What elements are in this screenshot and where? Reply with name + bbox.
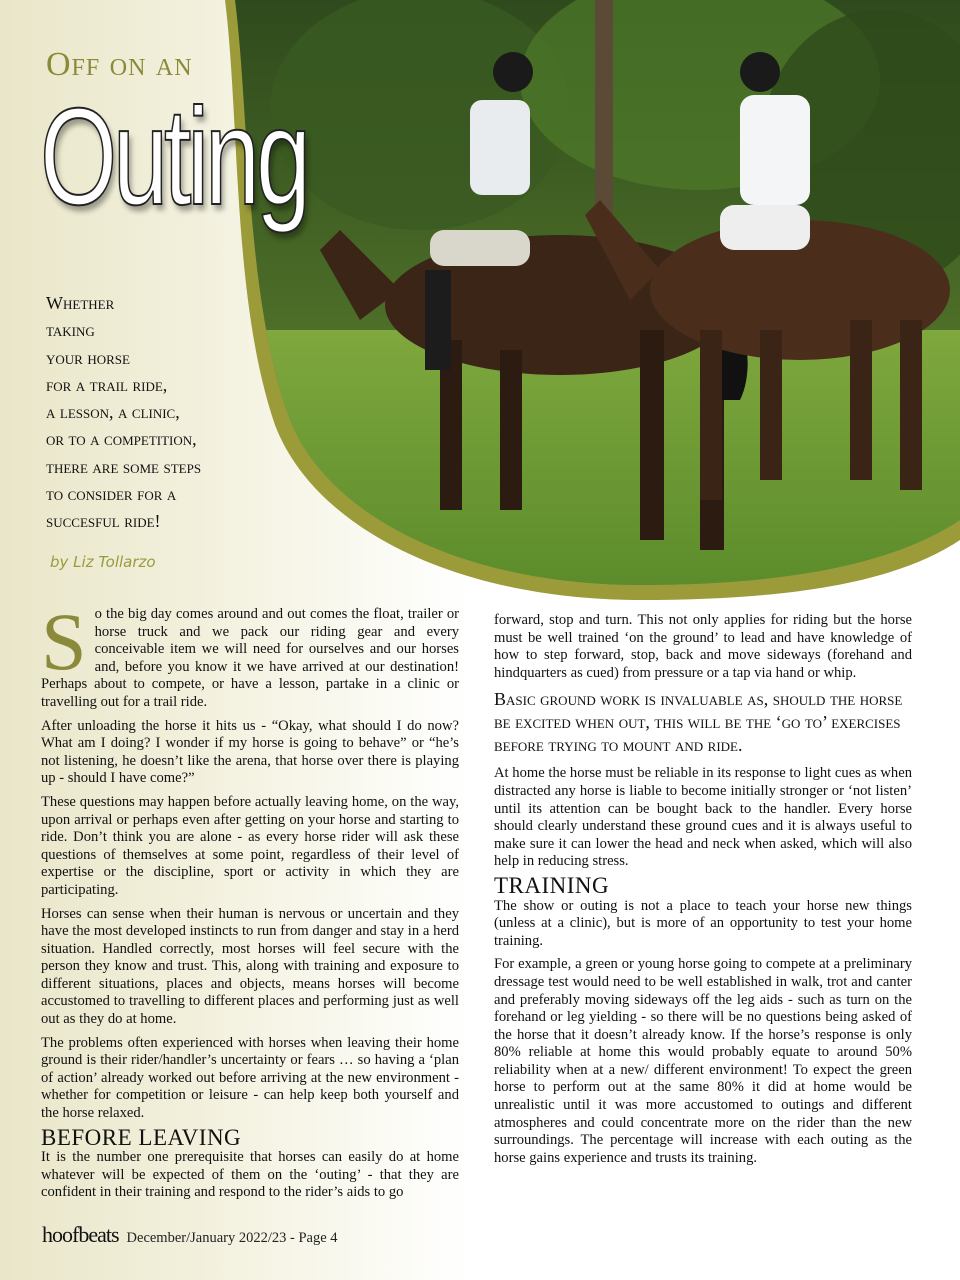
byline: by Liz Tollarzo bbox=[50, 553, 156, 571]
article-paragraph: forward, stop and turn. This not only applies for riding but the horse must be well trained ‘on the ground’ to lead and have knowledge of how to step forward, stop, back and move sideways (forehand and hindquarters as cued) from pressure or a tap via hand or whip. bbox=[494, 612, 912, 681]
title-kicker: Off on an bbox=[46, 46, 193, 83]
intro-line: for a trail ride, bbox=[46, 374, 168, 395]
intro-line: Whether bbox=[46, 293, 115, 313]
pull-quote: Basic ground work is invaluable as, should the horse be excited when out, this will be the ‘go to’ exercises before trying to mount and ride. bbox=[494, 689, 903, 756]
intro-standfirst bbox=[46, 290, 286, 536]
article-paragraph: At home the horse must be reliable in its response to light cues as when distracted any horse is liable to become initially stronger or ‘not listen’ until its attention can be bought back to the handler. Every horse should clearly understand these ground cues and it is always useful to make sure it can lower the head and neck when asked, which will also help in reducing stress. bbox=[494, 765, 912, 870]
page-title: Outing bbox=[40, 80, 307, 234]
article-paragraph: These questions may happen before actually leaving home, on the way, upon arrival or perhaps even after getting on your horse and starting to ride. Don’t think you are alone - as every horse rider will ask these questions of themselves at some point, regardless of their level of expertise or the discipline, sport or activity in which they are participating. bbox=[41, 793, 459, 898]
section-heading-before-leaving: BEFORE LEAVING bbox=[41, 1124, 242, 1150]
article-paragraph: The problems often experienced with horses when leaving their home ground is their rider/handler’s uncertainty or fears … so having a ‘plan of action’ already worked out before arriving at the new environment - whether for competition or leisure - can help keep both yourself and the horse relaxed. bbox=[41, 1034, 459, 1122]
magazine-brand: hoofbeats bbox=[42, 1222, 119, 1247]
intro-line: succesful ride! bbox=[46, 511, 161, 532]
article-paragraph: The show or outing is not a place to teach your horse new things (unless at a clinic), but is more of an opportunity to test your home training. bbox=[494, 897, 912, 949]
article-paragraph: It is the number one prerequisite that horses can easily do at home whatever will be expected of them on the ‘outing’ - that they are confident in their training and respond to the rider’s aids to go bbox=[41, 1149, 459, 1201]
article-column-left bbox=[41, 596, 459, 1208]
article-paragraph: After unloading the horse it hits us - “Okay, what should I do now? What am I doing? I wonder if my horse is going to behave” or “he’s not listening, he doesn’t like the arena, that horse over there is playing up - should I have come?” bbox=[41, 717, 459, 787]
article-paragraph: For example, a green or young horse going to compete at a preliminary dressage test would need to be well established in walk, trot and canter and preferably moving sideways off the leg aids - such as turn on the forehand or leg yielding - so there will be no questions being asked of the horse that it doesn’t already know. If the horse’s response is only 80% reliable at home this would probably equate to around 50% reliability when at a new/ different environment! To expect the green horse to perform out at the same 80% it did at home would be unrealistic until it was more accustomed to outings and different atmospheres and could concentrate more on the rider than the new surroundings. The percentage will increase with each outing as the horse gains experience and trusts its training. bbox=[494, 956, 912, 1166]
intro-line: there are some steps bbox=[46, 456, 202, 477]
intro-line: or to a competition, bbox=[46, 429, 197, 450]
article-paragraph: Horses can sense when their human is nervous or uncertain and they have the most developed instincts to run from danger and stay in a herd situation. Handled correctly, most horses will feel secure with the person they know and trust. This, along with training and exposure to different situations, places and objects, means horses will become accustomed to travelling to different places and performing just as well out as they do at home. bbox=[41, 905, 459, 1028]
page-footer bbox=[42, 1222, 338, 1248]
article-paragraph: So the big day comes around and out comes the float, trailer or horse truck and we pack our riding gear and every conceivable item we will need for ourselves and our horses and, before you know it we have arrived at our destination! Perhaps about to compete, or have a lesson, partake in a clinic or travelling out for a trail ride. bbox=[41, 596, 459, 710]
article-column-right bbox=[494, 612, 912, 1173]
intro-line: taking bbox=[46, 320, 95, 341]
intro-line: your horse bbox=[46, 347, 130, 368]
section-heading-training: TRAINING bbox=[494, 872, 610, 898]
intro-line: a lesson, a clinic, bbox=[46, 402, 180, 423]
intro-line: to consider for a bbox=[46, 484, 177, 505]
drop-cap: S bbox=[41, 596, 87, 687]
issue-and-page: December/January 2022/23 - Page 4 bbox=[126, 1230, 338, 1246]
